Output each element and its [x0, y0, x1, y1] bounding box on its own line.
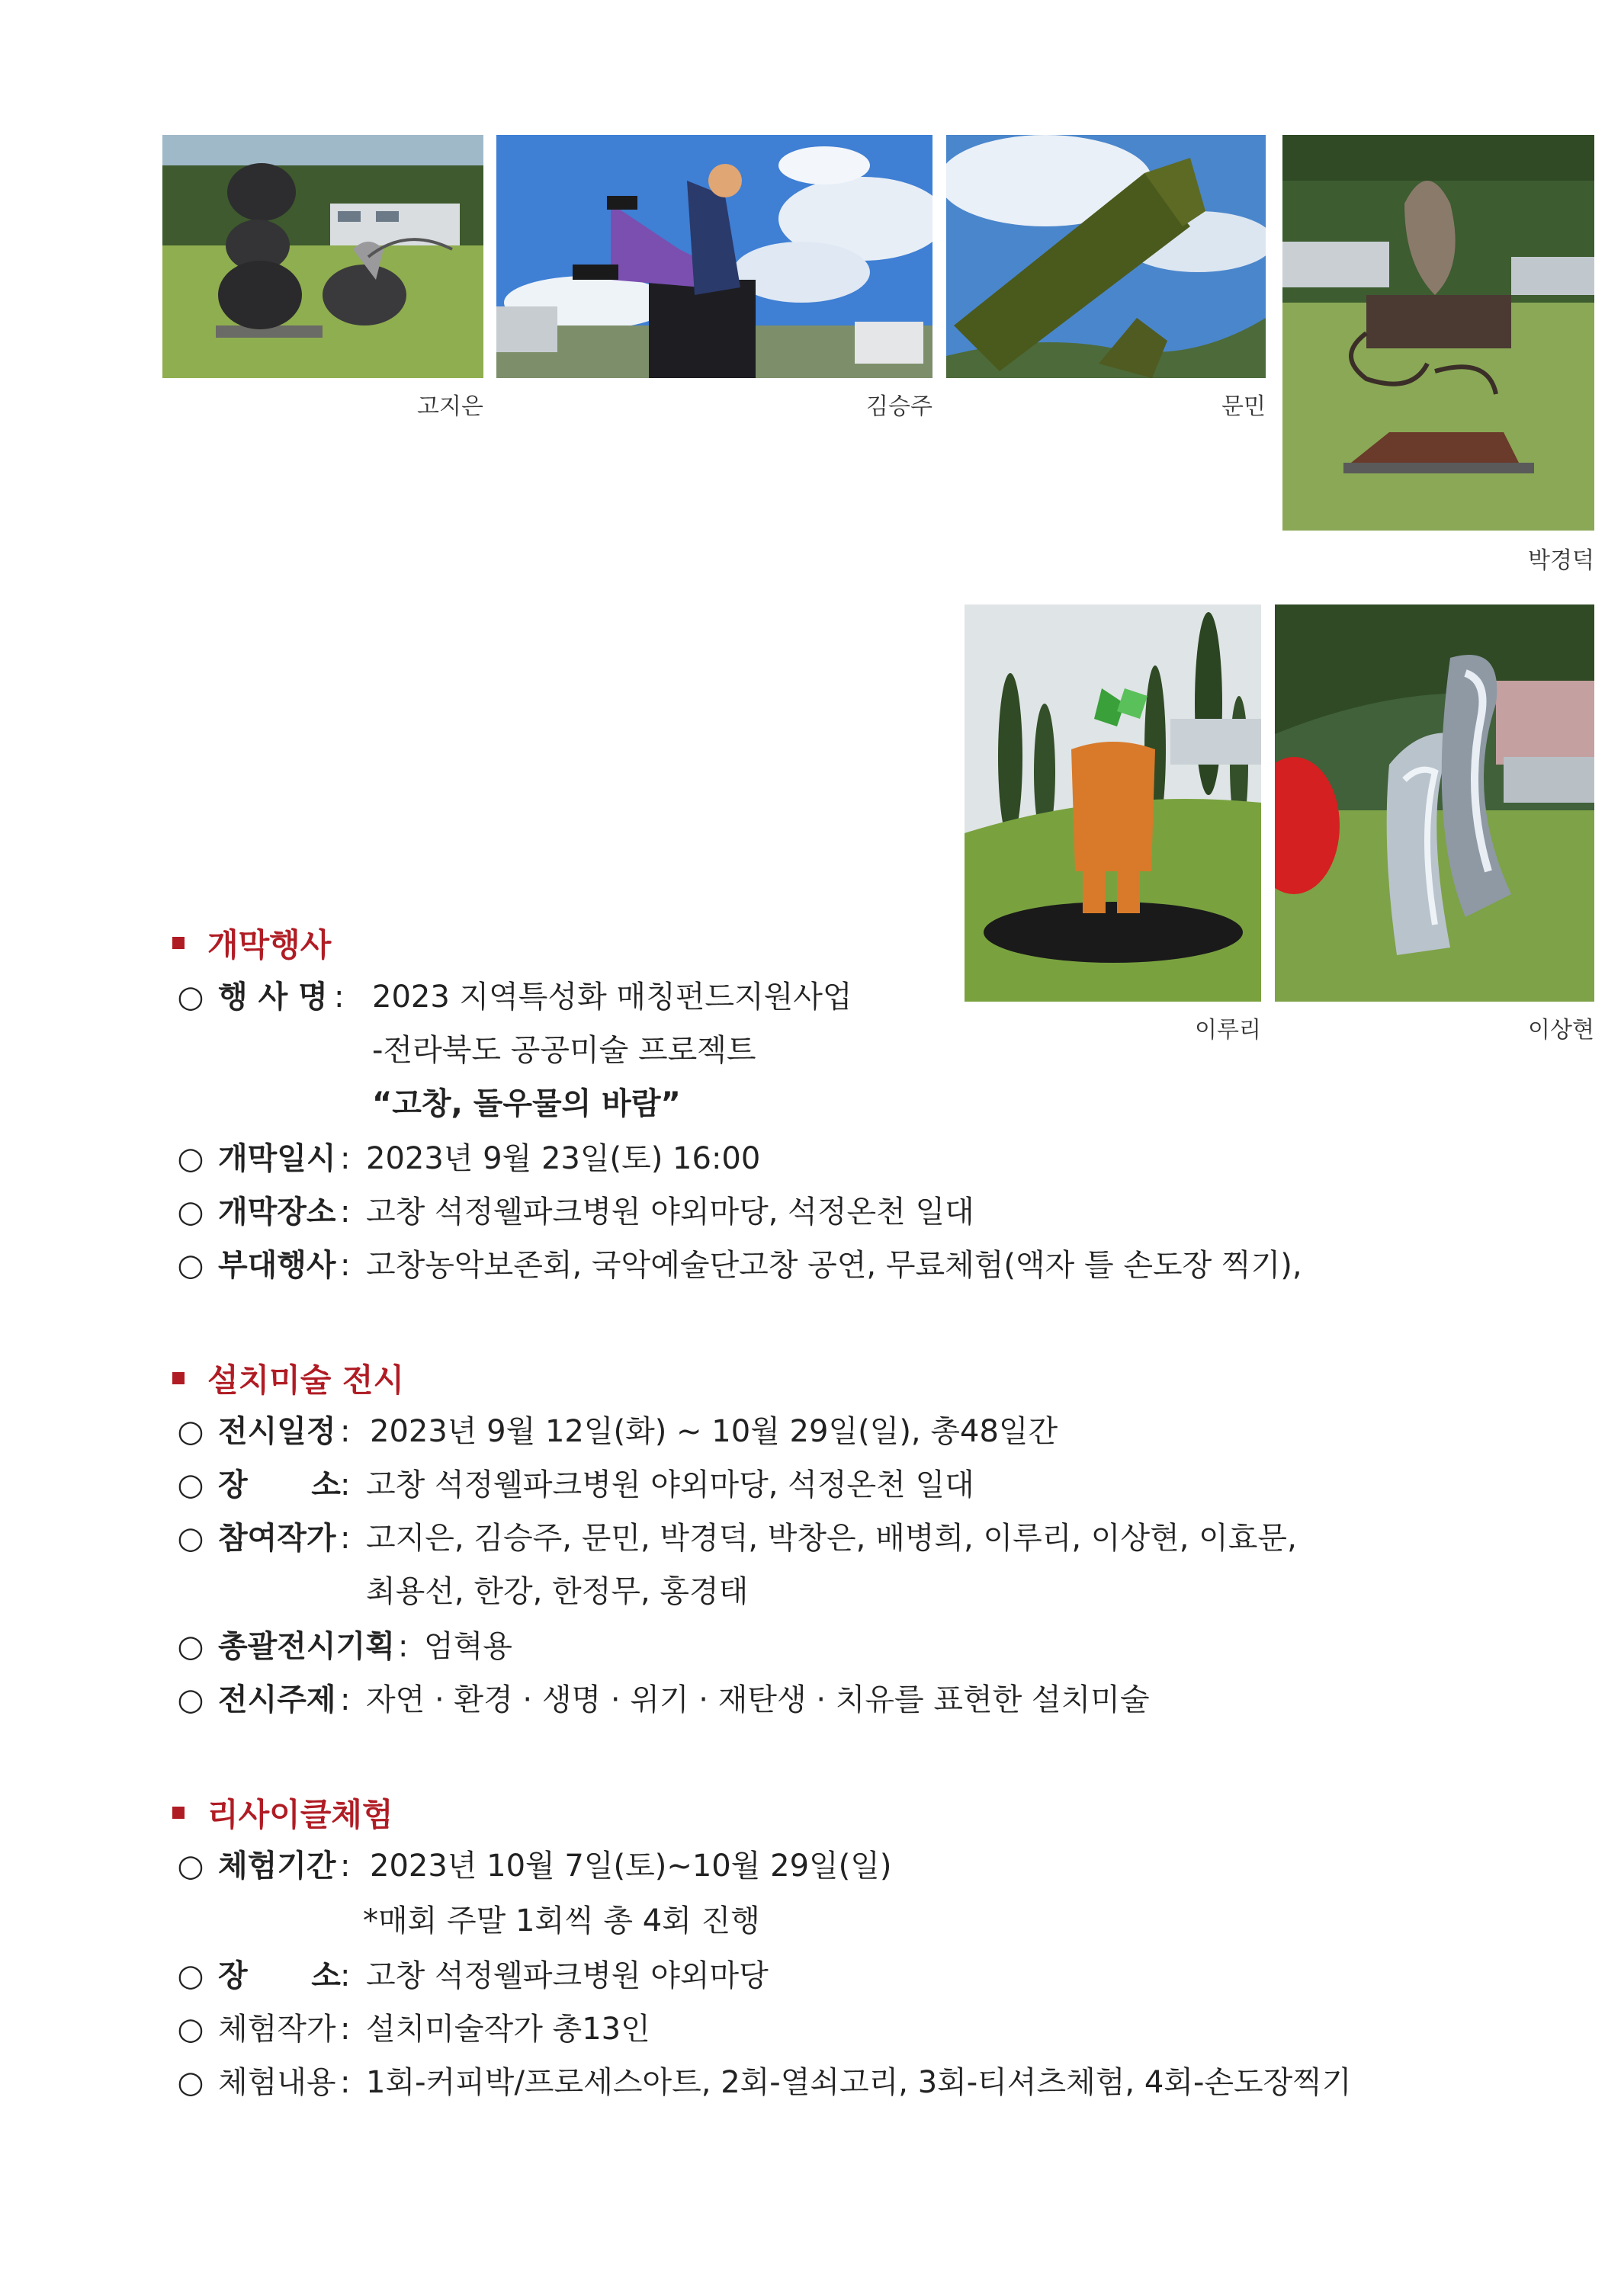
circle-bullet-icon: ○ — [177, 1141, 204, 1176]
photo-leeruri — [965, 604, 1261, 1002]
bullet-square-icon — [172, 1807, 185, 1819]
recycle-period-note: *매회 주말 1회씩 총 4회 진행 — [363, 1903, 760, 1938]
label: 전시일정 — [218, 1414, 336, 1449]
exhibition-artists-line2: 최용선, 한강, 한정무, 홍경태 — [366, 1574, 749, 1609]
circle-bullet-icon: ○ — [177, 980, 204, 1015]
value: 엄혁용 — [424, 1629, 512, 1664]
value: 고창 석정웰파크병원 야외마당, 석정온천 일대 — [366, 1467, 974, 1502]
caption-kimseungju: 김승주 — [866, 393, 932, 420]
colon: : — [340, 2065, 351, 2100]
colon: : — [398, 1629, 409, 1664]
photo-parkgyeongdeok — [1282, 135, 1594, 531]
bullet-square-icon — [172, 1372, 185, 1384]
label: 장 소 — [218, 1958, 341, 1993]
circle-bullet-icon: ○ — [177, 1849, 204, 1884]
bullet-square-icon — [172, 937, 185, 949]
value: 고창농악보존회, 국악예술단고창 공연, 무료체험(액자 틀 손도장 찍기), — [366, 1248, 1302, 1283]
value: 자연 · 환경 · 생명 · 위기 · 재탄생 · 치유를 표현한 설치미술 — [366, 1682, 1150, 1717]
value: 설치미술작가 총13인 — [366, 2012, 650, 2047]
exhibition-director — [175, 1624, 1395, 1669]
recycle-period — [175, 1843, 1395, 1889]
label: 개막장소 — [218, 1194, 336, 1230]
photo-kimseungju — [496, 135, 932, 378]
colon: : — [340, 1682, 351, 1717]
label: 총괄전시기획 — [218, 1629, 395, 1664]
value: 고창 석정웰파크병원 야외마당 — [366, 1958, 769, 1993]
value: 2023년 9월 23일(토) 16:00 — [366, 1141, 761, 1176]
circle-bullet-icon: ○ — [177, 1467, 204, 1502]
colon: : — [340, 1194, 351, 1230]
opening-event-name — [175, 974, 1167, 1020]
heading-opening-text: 개막행사 — [207, 926, 332, 964]
photo-leesanghyeon — [1275, 604, 1594, 1002]
circle-bullet-icon: ○ — [177, 1682, 204, 1717]
exhibition-period — [175, 1409, 1395, 1454]
caption-munmin: 문민 — [1221, 393, 1266, 420]
circle-bullet-icon: ○ — [177, 1414, 204, 1449]
colon: : — [340, 2012, 351, 2047]
exhibition-theme — [175, 1677, 1395, 1723]
photo-gojieun — [162, 135, 483, 378]
label: 체험기간 — [218, 1849, 336, 1884]
recycle-place — [175, 1953, 1395, 1999]
colon: : — [334, 980, 345, 1015]
label: 장 소 — [218, 1467, 341, 1502]
colon: : — [340, 1958, 351, 1993]
heading-recycle — [172, 1790, 393, 1836]
circle-bullet-icon: ○ — [177, 1521, 204, 1556]
label: 행 사 명 — [218, 980, 328, 1015]
label: 체험작가 — [218, 2012, 336, 2047]
colon: : — [340, 1141, 351, 1176]
heading-recycle-text: 리사이클체험 — [207, 1796, 393, 1833]
circle-bullet-icon: ○ — [177, 1958, 204, 1993]
colon: : — [340, 1521, 351, 1556]
heading-opening — [172, 920, 331, 966]
opening-date — [175, 1136, 1167, 1182]
value: 2023 지역특성화 매칭펀드지원사업 — [372, 980, 852, 1015]
colon: : — [340, 1467, 351, 1502]
circle-bullet-icon: ○ — [177, 1194, 204, 1230]
caption-leeruri: 이루리 — [1195, 1017, 1261, 1044]
opening-event-name-line3: “고창, 돌우물의 바람” — [372, 1086, 681, 1121]
label: 개막일시 — [218, 1141, 336, 1176]
label: 부대행사 — [218, 1248, 336, 1283]
caption-gojieun: 고지은 — [417, 393, 483, 420]
colon: : — [340, 1849, 351, 1884]
opening-place — [175, 1189, 1167, 1235]
circle-bullet-icon: ○ — [177, 2012, 204, 2047]
caption-leesanghyeon: 이상현 — [1528, 1017, 1594, 1044]
opening-event-name-line2: -전라북도 공공미술 프로젝트 — [372, 1033, 756, 1068]
recycle-artists — [175, 2006, 1395, 2052]
caption-parkgyeongdeok: 박경덕 — [1528, 547, 1594, 574]
colon: : — [340, 1414, 351, 1449]
label: 체험내용 — [218, 2065, 336, 2100]
label: 참여작가 — [218, 1521, 336, 1556]
recycle-content — [175, 2060, 1472, 2105]
exhibition-place — [175, 1462, 1395, 1508]
heading-exhibition — [172, 1355, 404, 1401]
heading-exhibition-text: 설치미술 전시 — [207, 1361, 405, 1399]
value: 고지은, 김승주, 문민, 박경덕, 박창은, 배병희, 이루리, 이상현, 이효문, — [366, 1521, 1297, 1556]
exhibition-artists — [175, 1515, 1395, 1561]
value: 1회-커피박/프로세스아트, 2회-열쇠고리, 3회-티셔츠체험, 4회-손도장찍기 — [366, 2065, 1352, 2100]
value: 고창 석정웰파크병원 야외마당, 석정온천 일대 — [366, 1194, 974, 1230]
photo-munmin — [946, 135, 1266, 378]
colon: : — [340, 1248, 351, 1283]
value: 2023년 10월 7일(토)~10월 29일(일) — [370, 1849, 892, 1884]
circle-bullet-icon: ○ — [177, 1248, 204, 1283]
circle-bullet-icon: ○ — [177, 2065, 204, 2100]
value: 2023년 9월 12일(화) ~ 10월 29일(일), 총48일간 — [370, 1414, 1058, 1449]
label: 전시주제 — [218, 1682, 336, 1717]
opening-side-events — [175, 1243, 1395, 1288]
circle-bullet-icon: ○ — [177, 1629, 204, 1664]
